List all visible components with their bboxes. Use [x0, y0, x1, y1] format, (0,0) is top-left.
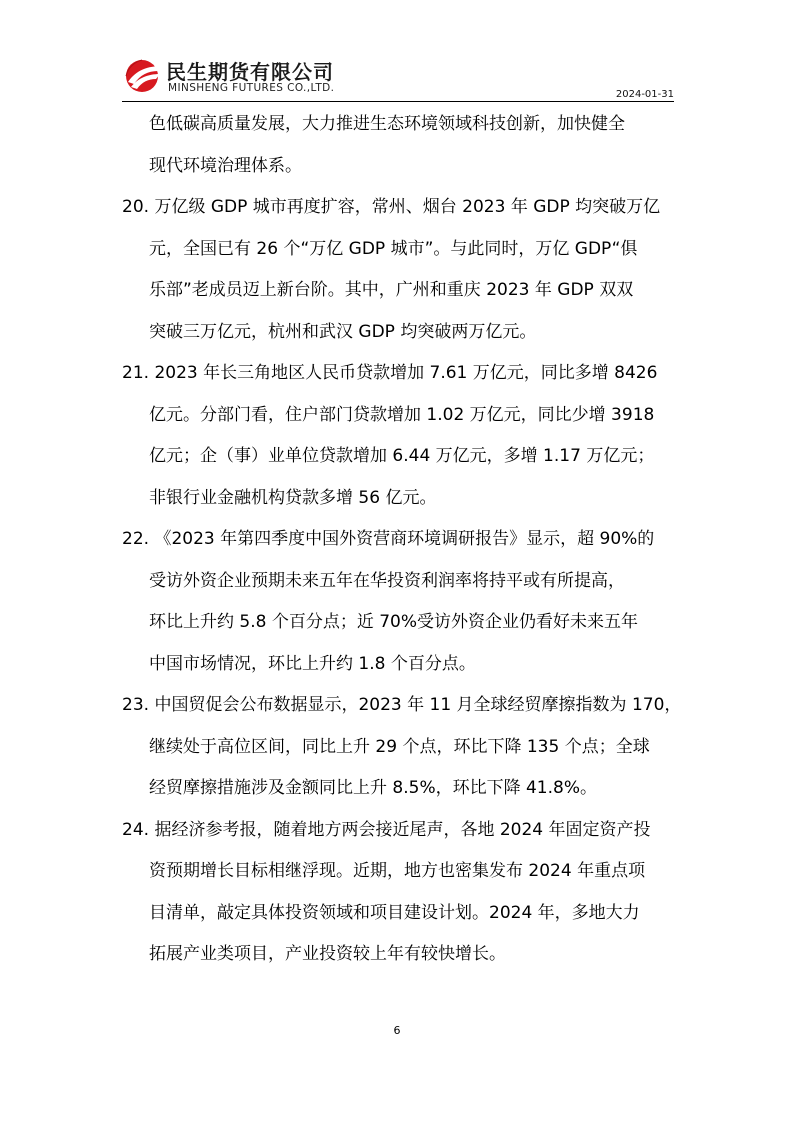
page-header	[122, 52, 674, 102]
text-line: 目清单，敲定具体投资领域和项目建设计划。2024 年，多地大力	[149, 902, 640, 923]
list-item-24	[122, 810, 678, 976]
company-name-cn: 民生期货有限公司	[166, 60, 334, 84]
text-line: 继续处于高位区间，同比上升 29 个点，环比下降 135 个点；全球	[149, 736, 650, 757]
page-number: 6	[393, 1024, 401, 1037]
minsheng-logo-icon	[122, 56, 166, 96]
text-line: 突破三万亿元，杭州和武汉 GDP 均突破两万亿元。	[149, 321, 537, 342]
text-line: 经贸摩擦措施涉及金额同比上升 8.5%，环比下降 41.8%。	[149, 778, 598, 798]
text-line: 受访外资企业预期未来五年在华投资利润率将持平或有所提高，	[149, 570, 625, 591]
text-line: 元，全国已有 26 个“万亿 GDP 城市”。与此同时，万亿 GDP“俱	[149, 238, 638, 259]
list-item-20	[122, 187, 678, 353]
report-date: 2024-01-31	[615, 89, 674, 100]
text-line: 23. 中国贸促会公布数据显示，2023 年 11 月全球经贸摩擦指数为 170，	[122, 695, 682, 715]
paragraph-continued	[122, 104, 678, 187]
text-line: 现代环境治理体系。	[149, 155, 302, 176]
text-line: 20. 万亿级 GDP 城市再度扩容，常州、烟台 2023 年 GDP 均突破万亿	[122, 197, 661, 217]
text-line: 亿元；企（事）业单位贷款增加 6.44 万亿元，多增 1.17 万亿元；	[149, 446, 655, 466]
list-item-22	[122, 519, 678, 685]
text-line: 环比上升约 5.8 个百分点；近 70%受访外资企业仍看好未来五年	[149, 612, 639, 632]
list-item-21	[122, 353, 678, 519]
text-line: 非银行业金融机构贷款多增 56 亿元。	[149, 487, 437, 508]
text-line: 拓展产业类项目，产业投资较上年有较快增长。	[149, 944, 506, 964]
text-line: 亿元。分部门看，住户部门贷款增加 1.02 万亿元，同比少增 3918	[149, 404, 655, 425]
text-line: 资预期增长目标相继浮现。近期，地方也密集发布 2024 年重点项	[149, 861, 646, 881]
text-line: 22. 《2023 年第四季度中国外资营商环境调研报告》显示，超 90%的	[122, 529, 655, 549]
text-line: 乐部”老成员迈上新台阶。其中，广州和重庆 2023 年 GDP 双双	[149, 280, 634, 300]
text-line: 色低碳高质量发展，大力推进生态环境领域科技创新，加快健全	[149, 114, 625, 134]
text-line: 21. 2023 年长三角地区人民币贷款增加 7.61 万亿元，同比多增 8426	[122, 363, 658, 383]
text-line: 24. 据经济参考报，随着地方两会接近尾声，各地 2024 年固定资产投	[122, 819, 651, 840]
header-divider	[122, 101, 674, 102]
text-line: 中国市场情况，环比上升约 1.8 个百分点。	[149, 653, 476, 674]
list-item-23	[122, 685, 682, 810]
document-body	[122, 104, 682, 976]
company-name-en: MINSHENG FUTURES CO.,LTD.	[168, 82, 335, 94]
